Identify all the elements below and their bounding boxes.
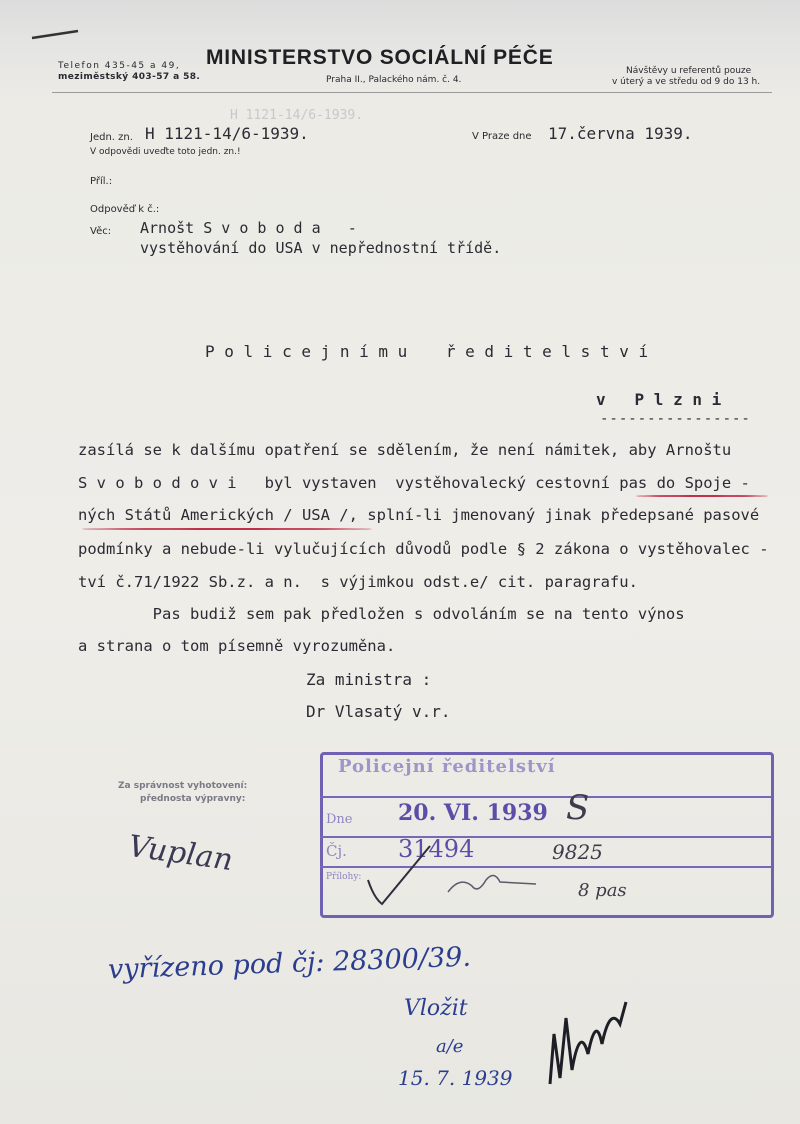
body-line-3: ných Států Amerických / USA /, splní-li jmenovaný jinak předepsané pasové [78, 506, 760, 524]
addressee-line-2: v P l z n i [596, 390, 722, 409]
bleed-through-text: H 1121-14/6-1939. [230, 108, 364, 123]
stamp-hand-number: 9825 [552, 840, 603, 864]
red-underline-1 [636, 495, 768, 497]
ministry-title: MINISTERSTVO SOCIÁLNÍ PÉČE [206, 46, 554, 69]
hand-note-4: 15. 7. 1939 [398, 1066, 513, 1090]
red-underline-2 [82, 528, 372, 530]
stamp-date: 20. VI. 1939 [398, 800, 548, 826]
date-value: 17.června 1939. [548, 124, 693, 143]
stamp-rule-2 [320, 836, 771, 838]
stamp-cj-number: 31494 [398, 835, 475, 863]
subject-line-2: vystěhování do USA v nepřednostní třídě. [140, 239, 502, 257]
header-visits-1: Návštěvy u referentů pouze [626, 66, 752, 76]
addressee-underline: ---------------- [600, 411, 751, 427]
header-visits-2: v úterý a ve středu od 9 do 13 h. [612, 77, 761, 87]
date-label: V Praze dne [472, 131, 532, 142]
correctness-signature: Vuplan [126, 828, 236, 879]
ref-value: H 1121-14/6-1939. [145, 124, 309, 143]
body-line-5: tví č.71/1922 Sb.z. a n. s výjimkou odst.e/ cit. paragrafu. [78, 573, 638, 591]
header-rule [52, 92, 772, 93]
stamp-hand-note: 8 pas [578, 880, 627, 901]
stamp-date-label: Dne [326, 812, 353, 827]
stamp-hand-initial: S [566, 788, 590, 828]
subject-line-1: Arnošt S v o b o d a - [140, 219, 357, 237]
body-line-6: Pas budiž sem pak předložen s odvoláním se na tento výnos [78, 605, 685, 623]
addressee-line-1: P o l i c e j n í m u ř e d i t e l s t v í [205, 342, 649, 361]
hand-note-1: vyřízeno pod čj: 28300/39. [107, 941, 472, 986]
correctness-stamp-line-2: přednosta výpravny: [140, 794, 246, 804]
stamp-attach-label: Přílohy: [326, 872, 362, 882]
answer-label: Odpověď k č.: [90, 204, 160, 215]
sign-line-2: Dr Vlasatý v.r. [306, 702, 451, 721]
correctness-stamp-line-1: Za správnost vyhotovení: [118, 781, 248, 791]
attachments-label: Příl.: [90, 176, 113, 187]
body-line-1: zasílá se k dalšímu opatření se sdělením, že není námitek, aby Arnoštu [78, 441, 732, 459]
body-line-7: a strana o tom písemně vyrozuměna. [78, 637, 396, 655]
hand-note-3: a/e [436, 1036, 464, 1057]
stamp-check-mark [360, 840, 540, 920]
header-phone-2: meziměstský 403-57 a 58. [58, 72, 201, 82]
body-line-4: podmínky a nebude-li vylučujících důvodů podle § 2 zákona o vystěhovalec - [78, 540, 769, 558]
ministry-address: Praha II., Palackého nám. č. 4. [326, 75, 462, 85]
hand-note-2: Vložit [404, 996, 468, 1021]
reply-note: V odpovědi uveďte toto jedn. zn.! [90, 147, 241, 157]
stamp-header: Policejní ředitelství [338, 756, 556, 777]
pencil-mark [30, 28, 80, 42]
header-phone-1: Telefon 435-45 a 49, [58, 61, 181, 71]
sign-line-1: Za ministra : [306, 670, 432, 689]
body-line-2: S v o b o d o v i byl vystaven vystěhovalecký cestovní pas do Spoje - [78, 474, 750, 492]
dark-signature [540, 994, 630, 1094]
ref-label: Jedn. zn. [90, 132, 133, 143]
stamp-rule-1 [320, 796, 771, 798]
stamp-cj-label: Čj. [326, 842, 347, 860]
subject-label: Věc: [90, 226, 112, 237]
